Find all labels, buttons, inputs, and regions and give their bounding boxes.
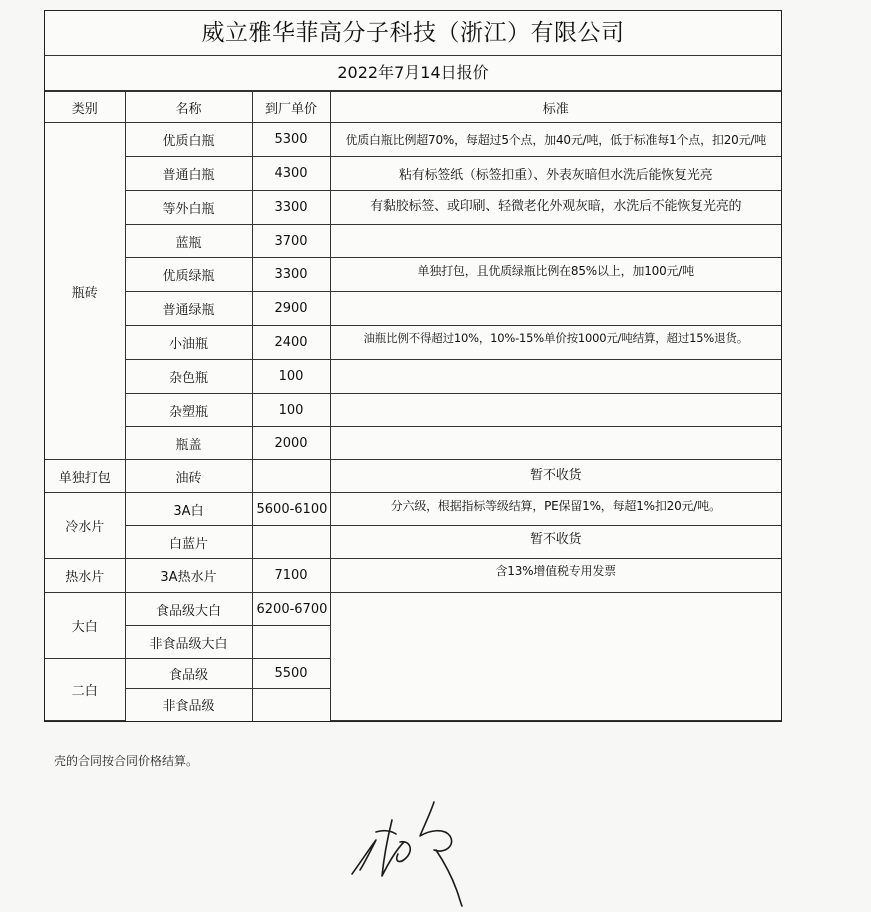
item-standard	[330, 360, 781, 394]
item-name: 普通白瓶	[125, 157, 252, 191]
item-price: 6200-6700	[252, 593, 330, 626]
footnote: 壳的合同按合同价格结算。	[54, 754, 199, 768]
category-big-white: 大白	[45, 593, 125, 659]
category-separate-pack: 单独打包	[45, 460, 125, 493]
item-name: 优质绿瓶	[125, 258, 252, 292]
item-name: 3A热水片	[125, 559, 252, 593]
category-bottle-brick: 瓶砖	[45, 123, 125, 460]
item-standard: 分六级，根据指标等级结算，PE保留1%，每超1%扣20元/吨。	[330, 493, 781, 526]
item-price	[252, 626, 330, 659]
item-price: 2000	[252, 427, 330, 460]
item-price: 3300	[252, 191, 330, 225]
item-standard	[330, 394, 781, 427]
table-row	[45, 526, 781, 559]
item-price: 100	[252, 360, 330, 394]
item-price: 2400	[252, 326, 330, 360]
item-price: 7100	[252, 559, 330, 593]
company-title: 威立雅华菲高分子科技（浙江）有限公司	[45, 11, 781, 56]
table-row	[45, 593, 781, 626]
item-price	[252, 460, 330, 493]
item-name: 食品级	[125, 659, 252, 689]
table-row	[45, 394, 781, 427]
item-standard: 暂不收货	[330, 460, 781, 493]
item-price: 3300	[252, 258, 330, 292]
table-row	[45, 225, 781, 258]
item-name: 杂塑瓶	[125, 394, 252, 427]
item-standard: 含13%增值税专用发票	[330, 559, 781, 593]
header-row	[45, 92, 781, 123]
table-row	[45, 559, 781, 593]
category-second-white: 二白	[45, 659, 125, 721]
item-price	[252, 689, 330, 721]
header-standard: 标准	[330, 92, 781, 123]
item-price: 4300	[252, 157, 330, 191]
item-name: 普通绿瓶	[125, 292, 252, 326]
price-table	[45, 91, 781, 721]
item-name: 瓶盖	[125, 427, 252, 460]
item-name: 非食品级	[125, 689, 252, 721]
item-standard	[330, 292, 781, 326]
item-name: 3A白	[125, 493, 252, 526]
category-hot-flake: 热水片	[45, 559, 125, 593]
item-name: 油砖	[125, 460, 252, 493]
item-name: 小油瓶	[125, 326, 252, 360]
item-name: 杂色瓶	[125, 360, 252, 394]
item-standard: 粘有标签纸（标签扣重）、外表灰暗但水洗后能恢复光亮	[330, 157, 781, 191]
item-name: 蓝瓶	[125, 225, 252, 258]
header-price: 到厂单价	[252, 92, 330, 123]
item-price: 3700	[252, 225, 330, 258]
item-price: 2900	[252, 292, 330, 326]
item-name: 非食品级大白	[125, 626, 252, 659]
item-price: 100	[252, 394, 330, 427]
item-standard: 优质白瓶比例超70%，每超过5个点，加40元/吨，低于标准每1个点，扣20元/吨	[330, 123, 781, 157]
item-standard: 暂不收货	[330, 526, 781, 559]
handwritten-signature-icon	[340, 790, 490, 912]
item-name: 食品级大白	[125, 593, 252, 626]
category-cold-flake: 冷水片	[45, 493, 125, 559]
table-row	[45, 258, 781, 292]
item-name: 优质白瓶	[125, 123, 252, 157]
item-standard: 油瓶比例不得超过10%，10%-15%单价按1000元/吨结算，超过15%退货。	[330, 326, 781, 360]
table-row	[45, 191, 781, 225]
item-price: 5600-6100	[252, 493, 330, 526]
item-standard	[330, 225, 781, 258]
table-row	[45, 360, 781, 394]
item-price: 5300	[252, 123, 330, 157]
table-row	[45, 427, 781, 460]
header-name: 名称	[125, 92, 252, 123]
quote-sheet	[44, 10, 782, 722]
item-name: 等外白瓶	[125, 191, 252, 225]
item-standard: 有黏胶标签、或印刷、轻微老化外观灰暗，水洗后不能恢复光亮的	[330, 191, 781, 225]
item-standard	[330, 593, 781, 721]
header-category: 类别	[45, 92, 125, 123]
table-row	[45, 123, 781, 157]
quote-date: 2022年7月14日报价	[45, 56, 781, 91]
item-price	[252, 526, 330, 559]
item-name: 白蓝片	[125, 526, 252, 559]
item-price: 5500	[252, 659, 330, 689]
item-standard: 单独打包，且优质绿瓶比例在85%以上，加100元/吨	[330, 258, 781, 292]
table-row	[45, 460, 781, 493]
table-row	[45, 292, 781, 326]
table-row	[45, 326, 781, 360]
item-standard	[330, 427, 781, 460]
table-row	[45, 157, 781, 191]
table-row	[45, 493, 781, 526]
